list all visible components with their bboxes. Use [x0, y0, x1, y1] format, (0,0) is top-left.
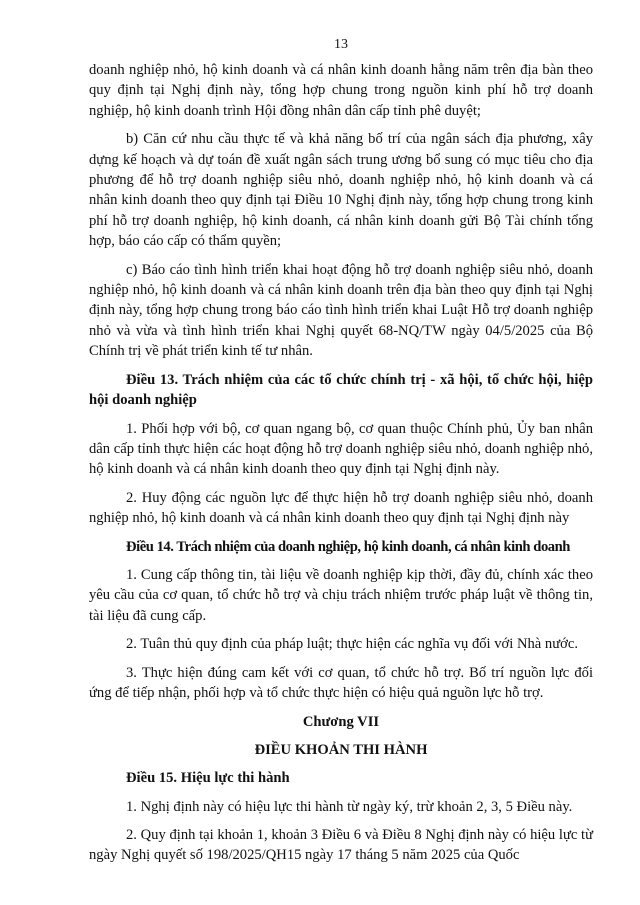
article-15-item-1: 1. Nghị định này có hiệu lực thi hành từ ngày ký, trừ khoản 2, 3, 5 Điều này.: [126, 798, 573, 815]
article-14-item-3: 3. Thực hiện đúng cam kết với cơ quan, tổ chức hỗ trợ. Bố trí nguồn lực đối ứng để tiếp nhận, phối hợp và tổ chức thực hiện có hiệu quả nguồn lực hỗ trợ.: [89, 664, 593, 701]
paragraph-b: b) Căn cứ nhu cầu thực tế và khả năng bố trí của ngân sách địa phương, xây dựng kế hoạch và dự toán đề xuất ngân sách trung ương bổ sung có mục tiêu cho địa phương để hỗ trợ doanh nghiệp siêu nhỏ, doanh nghiệp nhỏ, hộ kinh doanh và cá nhân kinh doanh theo quy định tại Điều 10 Nghị định này, tổng hợp chung trong kinh phí hỗ trợ doanh nghiệp, hộ kinh doanh, cá nhân kinh doanh gửi Bộ Tài chính tổng hợp, báo cáo cấp có thẩm quyền;: [89, 131, 593, 250]
article-13-item-1: 1. Phối hợp với bộ, cơ quan ngang bộ, cơ quan thuộc Chính phủ, Ủy ban nhân dân cấp tỉnh thực hiện các hoạt động hỗ trợ doanh nghiệp siêu nhỏ, doanh nghiệp nhỏ, hộ kinh doanh và cá nhân kinh doanh theo quy định tại Nghị định này.: [89, 420, 593, 478]
paragraph-continuation: doanh nghiệp nhỏ, hộ kinh doanh và cá nhân kinh doanh hằng năm trên địa bàn theo quy định tại Nghị định này, tổng hợp chung trong nguồn kinh phí hỗ trợ doanh nghiệp, hộ kinh doanh trình Hội đồng nhân dân cấp tỉnh phê duyệt;: [89, 62, 593, 119]
article-13-title: Điều 13. Trách nhiệm của các tổ chức chính trị - xã hội, tổ chức hội, hiệp hội doanh nghiệp: [89, 371, 593, 409]
article-14-item-2: 2. Tuân thủ quy định của pháp luật; thực hiện các nghĩa vụ đối với Nhà nước.: [126, 636, 578, 653]
chapter-title: ĐIỀU KHOẢN THI HÀNH: [254, 741, 428, 758]
article-14-title: Điều 14. Trách nhiệm của doanh nghiệp, hộ kinh doanh, cá nhân kinh doanh: [126, 538, 570, 555]
paragraph-c: c) Báo cáo tình hình triển khai hoạt động hỗ trợ doanh nghiệp siêu nhỏ, doanh nghiệp nhỏ, hộ kinh doanh và cá nhân kinh doanh trên địa bàn theo quy định tại Nghị định này, tổng hợp chung trong báo cáo tình hình triển khai Luật Hỗ trợ doanh nghiệp nhỏ và vừa và tình hình triển khai Nghị quyết 68-NQ/TW ngày 04/5/2025 của Bộ Chính trị về phát triển kinh tế tư nhân.: [89, 261, 593, 360]
article-15-title: Điều 15. Hiệu lực thi hành: [126, 770, 290, 787]
article-14-item-1: 1. Cung cấp thông tin, tài liệu về doanh nghiệp kịp thời, đầy đủ, chính xác theo yêu cầu của cơ quan, tổ chức hỗ trợ và chịu trách nhiệm trước pháp luật về thông tin, tài liệu đã cung cấp.: [89, 566, 593, 624]
article-13-item-2: 2. Huy động các nguồn lực để thực hiện hỗ trợ doanh nghiệp siêu nhỏ, doanh nghiệp nhỏ, hộ kinh doanh và cá nhân kinh doanh theo quy định tại Nghị định này: [89, 489, 593, 527]
page-number: 13: [334, 37, 348, 52]
article-15-item-2: 2. Quy định tại khoản 1, khoản 3 Điều 6 và Điều 8 Nghị định này có hiệu lực từ ngày Nghị quyết số 198/2025/QH15 ngày 17 tháng 5 năm 2025 của Quốc: [89, 827, 593, 864]
chapter-label: Chương VII: [302, 714, 380, 731]
